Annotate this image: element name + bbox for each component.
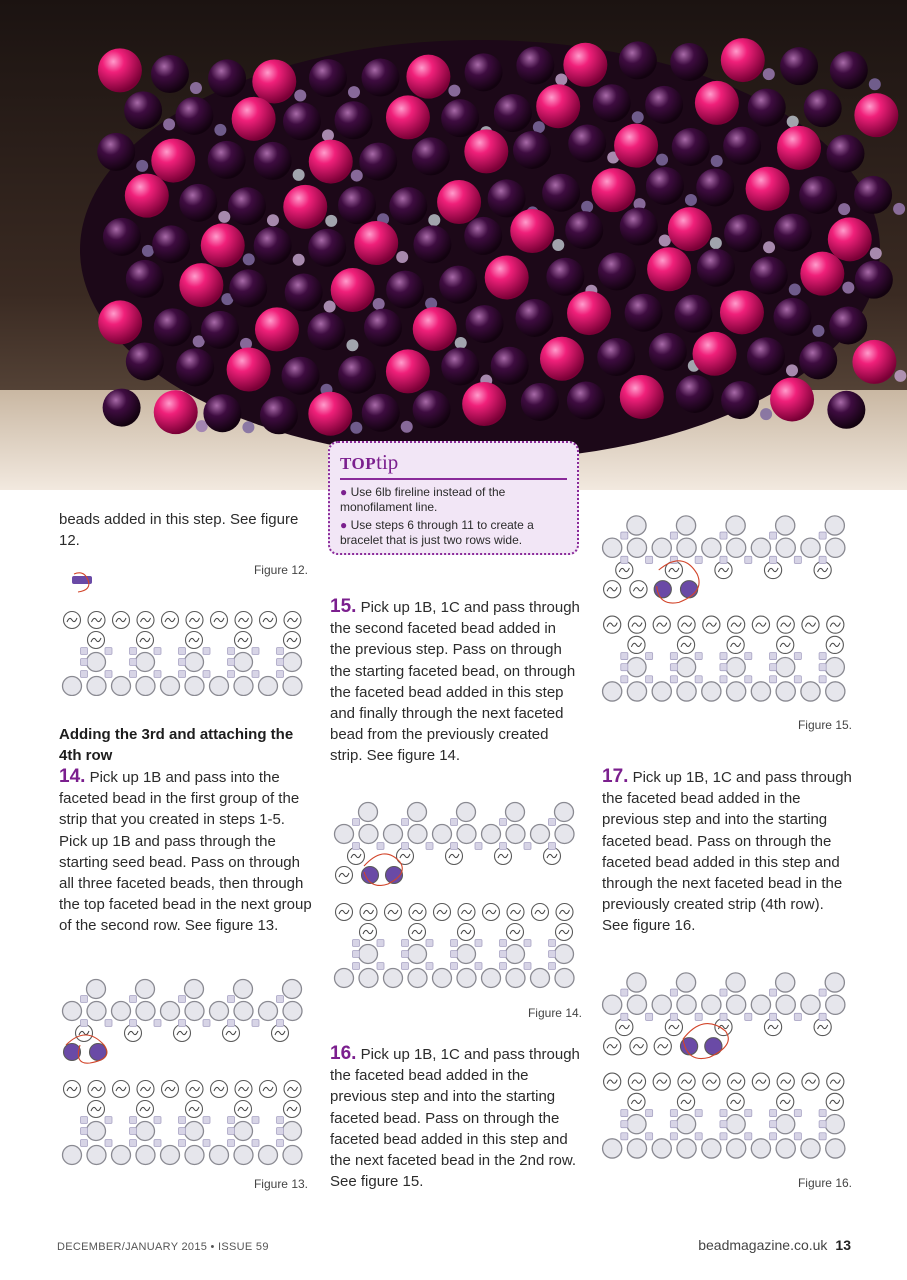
figure-12-diagram	[58, 566, 310, 696]
footer-issue: DECEMBER/JANUARY 2015 • ISSUE 59	[57, 1241, 269, 1253]
figure-14-caption: Figure 14.	[527, 1006, 582, 1020]
intro-text: beads added in this step. See figure 12.	[59, 511, 299, 550]
page-number: 13	[835, 1237, 851, 1253]
top-tip-title-suffix: tip	[376, 450, 399, 474]
top-tip-title-prefix: TOP	[340, 454, 377, 473]
figure-15-caption: Figure 15.	[797, 718, 852, 732]
figure-16-diagram	[598, 967, 853, 1172]
step-17-text: Pick up 1B, 1C and pass through the faceted bead added in the previous step and into the starting faceted bead. Pass on through the faceted bead added in this step and through the next faceted bead in the previously created strip (4th row). See figure 16.	[602, 769, 852, 935]
bullet-icon: ●	[340, 485, 348, 499]
figure-13-diagram	[58, 975, 310, 1175]
bracelet-photo-art	[0, 0, 907, 490]
step-14-text: Pick up 1B and pass into the faceted bead in the first group of the strip that you created in steps 1-5. Pick up 1B and pass through the starting seed bead. Pass on through all three faceted beads, then through the top faceted bead in the next group of the second row. See figure 13.	[59, 769, 312, 935]
figure-16-caption: Figure 16.	[797, 1176, 852, 1190]
tip-item	[340, 518, 567, 548]
figure-14-diagram	[330, 798, 582, 998]
step-15-text: Pick up 1B, 1C and pass through the second faceted bead added in the previous step. Pass on through the starting faceted bead, on through the faceted bead added in this step and finally through the next faceted bead from the previously created strip. See figure 14.	[330, 599, 580, 765]
figure-15-diagram	[598, 510, 853, 715]
footer-site: beadmagazine.co.uk	[698, 1237, 828, 1253]
figure-12-caption: Figure 12.	[253, 563, 308, 577]
step-15-number: 15.	[330, 596, 357, 617]
tip-item-text: Use steps 6 through 11 to create a bracelet that is just two rows wide.	[340, 518, 534, 547]
step-16	[330, 1043, 580, 1192]
bracelet-photo	[0, 0, 907, 490]
tip-item-text: Use 6lb fireline instead of the monofilament line.	[340, 485, 506, 514]
step-17-number: 17.	[602, 766, 629, 787]
step-16-text: Pick up 1B, 1C and pass through the faceted bead added in the previous step and into the starting faceted bead. Pass on through the faceted bead added in this step and the next faceted bead in the 2nd row. See figure 15.	[330, 1046, 580, 1191]
top-tip-box	[328, 441, 579, 555]
step-14	[59, 766, 314, 937]
tip-item	[340, 485, 567, 515]
step-14-number: 14.	[59, 766, 86, 787]
step-16-number: 16.	[330, 1043, 357, 1064]
step-17	[602, 766, 854, 937]
figure-13-caption: Figure 13.	[253, 1177, 308, 1191]
top-tip-title	[340, 451, 567, 480]
section-heading: Adding the 3rd and attaching the 4th row	[59, 726, 294, 764]
step-15	[330, 596, 580, 767]
bullet-icon: ●	[340, 518, 348, 532]
footer-right	[698, 1237, 851, 1253]
